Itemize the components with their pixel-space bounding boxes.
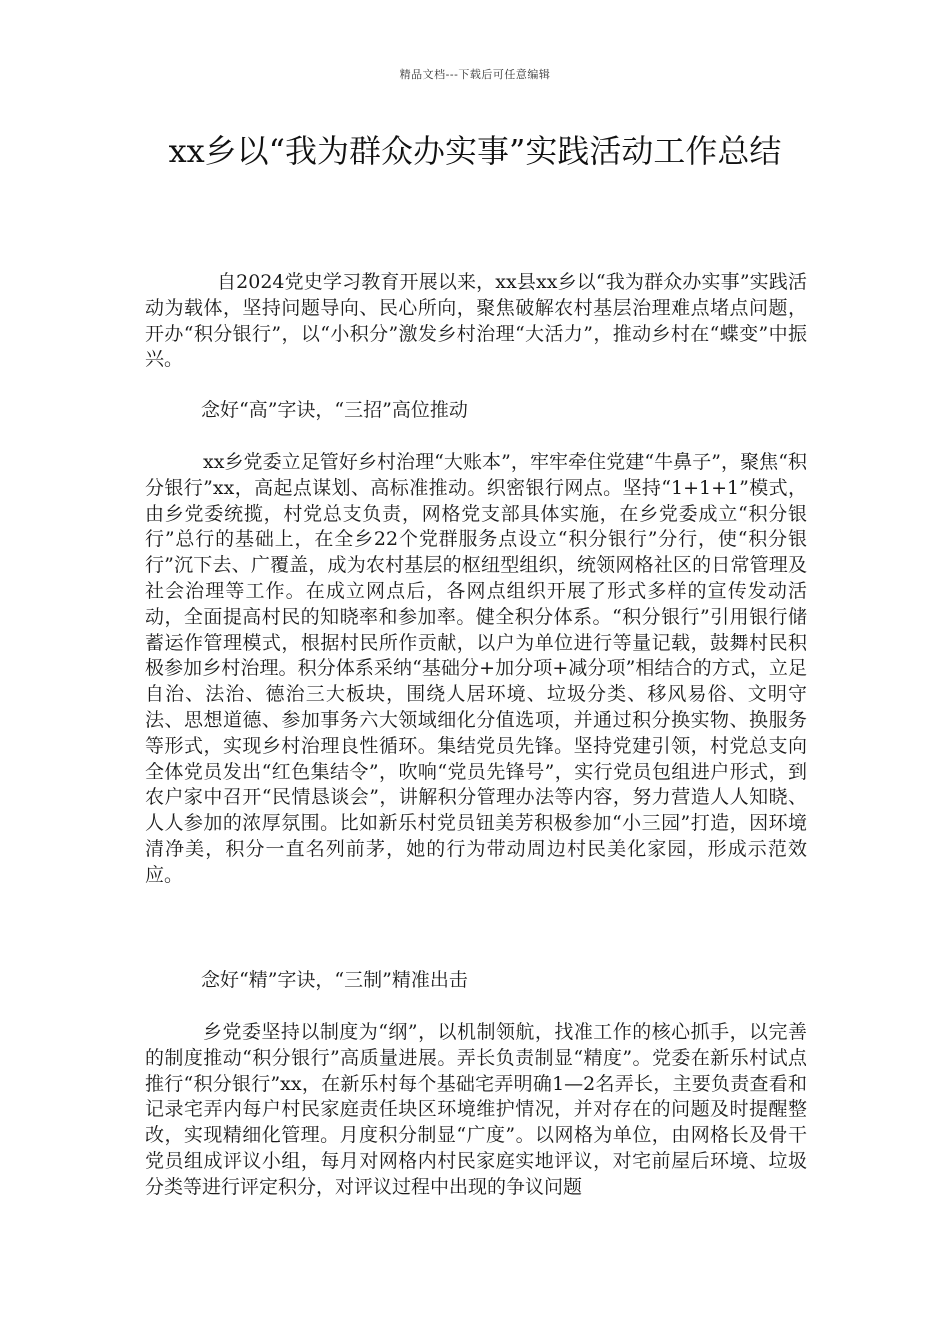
section-2-paragraph: 乡党委坚持以制度为“纲”，以机制领航，找准工作的核心抓手，以完善的制度推动“积分银行”高质量进展。弄长负责制显“精度”。党委在新乐村试点推行“积分银行”xx，在新乐村每个基础宅弄明确1—2名弄长，主要负责查看和记录宅弄内每户村民家庭责任块区环境维护情况，并对存在的问题及时提醒整改，实现精细化管理。月度积分制显“广度”。以网格为单位，由网格长及骨干党员组成评议小组，每月对网格内村民家庭实地评议，对宅前屋后环境、垃圾分类等进行评定积分，对评议过程中出现的争议问题: [145, 1021, 807, 1198]
section-heading-2: 念好“精”字诀，“三制”精准出击: [201, 969, 468, 991]
document-title: xx乡以“我为群众办实事”实践活动工作总结: [168, 132, 782, 170]
section-heading-1: 念好“高”字诀，“三招”高位推动: [201, 399, 468, 421]
page-header-note: 精品文档---下载后可任意编辑: [399, 68, 551, 81]
intro-paragraph: 自2024党史学习教育开展以来，xx县xx乡以“我为群众办实事”实践活动为载体，坚持问题导向、民心所向，聚焦破解农村基层治理难点堵点问题，开办“积分银行”，以“小积分”激发乡村治理“大活力”，推动乡村在“蝶变”中振兴。: [145, 271, 807, 371]
section-1-paragraph: xx乡党委立足管好乡村治理“大账本”，牢牢牵住党建“牛鼻子”，聚焦“积分银行”xx，高起点谋划、高标准推动。织密银行网点。坚持“1+1+1”模式，由乡党委统揽，村党总支负责，网格党支部具体实施，在乡党委成立“积分银行”总行的基础上，在全乡22个党群服务点设立“积分银行”分行，使“积分银行”沉下去、广覆盖，成为农村基层的枢纽型组织，统领网格社区的日常管理及社会治理等工作。在成立网点后，各网点组织开展了形式多样的宣传发动活动，全面提高村民的知晓率和参加率。健全积分体系。“积分银行”引用银行储蓄运作管理模式，根据村民所作贡献，以户为单位进行等量记载，鼓舞村民积极参加乡村治理。积分体系采纳“基础分+加分项+减分项”相结合的方式，立足自治、法治、德治三大板块，围绕人居环境、垃圾分类、移风易俗、文明守法、思想道德、参加事务六大领域细化分值选项，并通过积分换实物、换服务等形式，实现乡村治理良性循环。集结党员先锋。坚持党建引领，村党总支向全体党员发出“红色集结令”，吹响“党员先锋号”，实行党员包组进户形式，到农户家中召开“民情恳谈会”，讲解积分管理办法等内容，努力营造人人知晓、人人参加的浓厚氛围。比如新乐村党员钮美芳积极参加“小三园”打造，因环境清净美，积分一直名列前茅，她的行为带动周边村民美化家园，形成示范效应。: [145, 451, 807, 886]
